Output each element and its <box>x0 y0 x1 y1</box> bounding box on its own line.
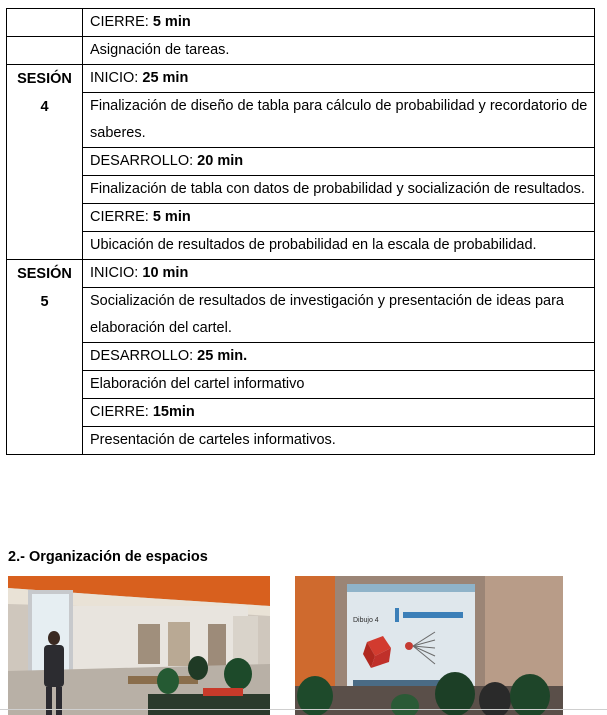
table-row <box>7 37 595 65</box>
lesson-plan-table <box>6 8 595 455</box>
activity-cell: Presentación de carteles informativos. <box>83 427 595 455</box>
projection-photo <box>295 576 563 715</box>
page-bottom-rule <box>0 709 607 710</box>
phase-cell: CIERRE: 15min <box>83 399 595 427</box>
session-number: 5 <box>40 294 49 310</box>
session-label: SESIÓN <box>17 71 72 87</box>
activity-cell: Elaboración del cartel informativo <box>83 371 595 399</box>
activity-cell: Finalización de diseño de tabla para cálculo de probabilidad y recordatorio de saberes. <box>83 93 595 148</box>
table-row <box>7 9 595 37</box>
table-row <box>7 232 595 260</box>
phase-cell: INICIO: 10 min <box>83 260 595 288</box>
session-cell <box>7 9 83 37</box>
activity-cell: Ubicación de resultados de probabilidad en la escala de probabilidad. <box>83 232 595 260</box>
table-row <box>7 93 595 148</box>
phase-cell: DESARROLLO: 20 min <box>83 148 595 176</box>
table-row <box>7 288 595 343</box>
phase-cell: CIERRE: 5 min <box>83 204 595 232</box>
session-5-cell <box>7 260 83 455</box>
table-row <box>7 148 595 176</box>
activity-cell: Asignación de tareas. <box>83 37 595 65</box>
session-cell <box>7 37 83 65</box>
table-row <box>7 204 595 232</box>
session-number: 4 <box>40 99 49 115</box>
activity-cell: Finalización de tabla con datos de probabilidad y socialización de resultados. <box>83 176 595 204</box>
table-row <box>7 65 595 93</box>
table-row <box>7 399 595 427</box>
phase-cell: CIERRE: 5 min <box>83 9 595 37</box>
session-label: SESIÓN <box>17 266 72 282</box>
activity-cell: Socialización de resultados de investigación y presentación de ideas para elaboración del cartel. <box>83 288 595 343</box>
phase-cell: INICIO: 25 min <box>83 65 595 93</box>
table-row <box>7 343 595 371</box>
classroom-photo <box>8 576 270 715</box>
session-4-cell <box>7 65 83 260</box>
table-row <box>7 427 595 455</box>
table-row <box>7 260 595 288</box>
phase-cell: DESARROLLO: 25 min. <box>83 343 595 371</box>
table-row <box>7 176 595 204</box>
section-heading: 2.- Organización de espacios <box>8 549 208 565</box>
slide-label: Dibujo 4 <box>353 617 379 624</box>
table-row <box>7 371 595 399</box>
